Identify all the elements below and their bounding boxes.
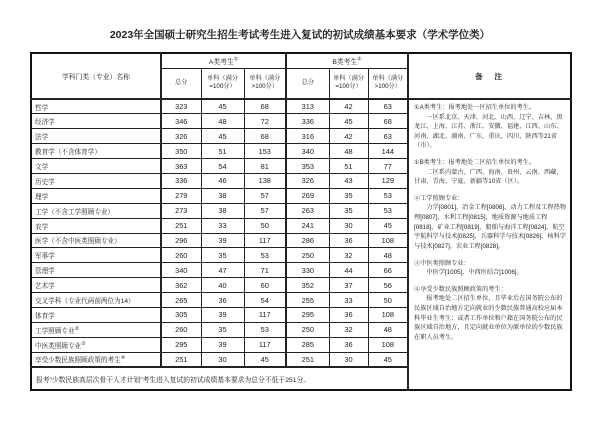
a-score-cell: 30 [201,352,244,367]
subject-cell [31,322,161,337]
a-score-cell: 38 [201,188,244,203]
b-score-cell: 313 [286,99,329,114]
b-score-cell: 44 [329,263,368,278]
subject-cell [31,233,161,248]
a-score-cell: 295 [161,337,201,352]
a-score-cell: 153 [244,144,286,159]
b-score-cell: 108 [368,233,408,248]
a-score-cell: 260 [161,248,201,263]
a-score-cell: 50 [244,218,286,233]
subject-label: 享受少数民族照顾政策的考生 [35,357,121,365]
b-score-cell: 36 [329,233,368,248]
subject-label: 工学照顾专业 [35,327,75,335]
subject-label: 历史学 [35,178,55,186]
a-score-cell: 40 [201,278,244,293]
a-score-cell: 54 [244,293,286,308]
a-score-cell: 117 [244,307,286,322]
remarks-cell [408,99,571,390]
subject-cell [31,203,161,218]
subject-cell [31,144,161,159]
subject-label: 医学（不含中医类照顾专业） [35,238,121,246]
a-score-cell: 60 [244,278,286,293]
note-ref-superscript: ① [233,56,239,63]
remarks-column-header: 备 注 [408,53,571,99]
a-score-cell: 326 [161,129,201,144]
subject-cell [31,129,161,144]
a-score-cell: 53 [244,248,286,263]
b-score-cell: 42 [329,99,368,114]
a-score-cell: 39 [201,337,244,352]
b-score-cell: 63 [368,129,408,144]
remark-line: ④享受少数民族照顾政策的考生： [414,285,507,293]
remark-line: 力学[0801]、冶金工程[0806]、动力工程及工程热物理[0807]、水利工程[0815]、地质资源与地质工程[0818]、矿业工程[0819]、船舶与海洋工程[0824]、航空宇航科学与技术[0825]、兵器科学与技术[0826]、核科学与技术[0827]、农业工程[0828]。 [414,204,567,250]
a-score-cell: 305 [161,307,201,322]
score-table [30,52,572,391]
group-a-label: A类考生 [208,58,234,66]
remark-line: 二区系内蒙古、广西、海南、贵州、云南、西藏、甘肃、青海、宁夏、新疆等10省（区）。 [414,168,563,186]
b-score-cell: 250 [286,322,329,337]
a-score-cell: 45 [201,99,244,114]
note-ref-superscript: ④ [120,355,126,362]
b-score-cell: 66 [368,263,408,278]
a-score-cell: 265 [161,293,201,308]
subject-label: 哲学 [35,104,49,112]
subject-cell [31,114,161,129]
a-score-cell: 54 [201,159,244,174]
table-body [31,99,571,390]
b-score-cell: 286 [286,233,329,248]
b-score-cell: 32 [329,248,368,263]
a-score-cell: 363 [161,159,201,174]
subject-cell [31,188,161,203]
remark-block [414,158,566,187]
subject-label: 法学 [35,134,49,142]
b-score-cell: 316 [286,129,329,144]
a-score-cell: 346 [161,114,201,129]
b-score-cell: 45 [368,218,408,233]
subject-cell [31,307,161,322]
a-score-cell: 35 [201,248,244,263]
subject-column-header: 学科门类（专业）名称 [31,53,161,99]
a-total-header: 总分 [161,68,201,99]
b-score-cell: 285 [286,337,329,352]
remark-block [414,103,566,151]
b-score-cell: 45 [329,114,368,129]
b-score-cell: 336 [286,114,329,129]
subject-label: 管理学 [35,268,55,276]
b-score-cell: 241 [286,218,329,233]
note-ref-superscript: ② [74,325,80,332]
subject-label: 文学 [35,164,49,171]
b-score-cell: 255 [286,293,329,308]
a-score-cell: 47 [201,263,244,278]
b-score-cell: 43 [329,173,368,188]
a-score-cell: 51 [201,144,244,159]
b-score-cell: 353 [286,159,329,174]
b-score-cell: 269 [286,188,329,203]
b-score-cell: 251 [286,352,329,367]
a-score-cell: 350 [161,144,201,159]
b-score-cell: 330 [286,263,329,278]
subject-cell [31,337,161,352]
a-score-cell: 323 [161,99,201,114]
group-b-header [286,53,408,68]
subject-cell [31,248,161,263]
b-score-cell: 42 [329,129,368,144]
b-score-cell: 51 [329,159,368,174]
b-score-cell: 263 [286,203,329,218]
a-score-cell: 57 [244,188,286,203]
subject-cell [31,218,161,233]
b-score-cell: 108 [368,307,408,322]
footnote: 报考“少数民族高层次骨干人才计划”考生进入复试的初试成绩基本要求为总分不低于251分。 [31,367,408,390]
remark-line: ①B类考生：报考地处二区招生单位的考生。 [414,159,536,167]
remark-block [414,194,566,252]
a-score-cell: 68 [244,129,286,144]
a-score-cell: 117 [244,233,286,248]
a-score-cell: 48 [201,114,244,129]
b-score-cell: 48 [368,248,408,263]
subject-label: 中医类照顾专业 [35,342,82,350]
a-score-cell: 72 [244,114,286,129]
b-score-cell: 340 [286,144,329,159]
a-score-cell: 38 [201,203,244,218]
a-score-cell: 57 [244,203,286,218]
b-score-cell: 352 [286,278,329,293]
remark-line: 一区系北京、天津、河北、山西、辽宁、吉林、黑龙江、上海、江苏、浙江、安徽、福建、江西、山东、河南、湖北、湖南、广东、重庆、四川、陕西等21省（市）。 [414,113,563,150]
a-score-cell: 33 [201,218,244,233]
b-score-cell: 144 [368,144,408,159]
b-score-cell: 48 [368,322,408,337]
a-score-cell: 81 [244,159,286,174]
remark-line: ③中医类照顾专业： [414,259,470,267]
a-score-cell: 251 [161,352,201,367]
subject-cell [31,293,161,308]
a-score-cell: 53 [244,322,286,337]
a-score-cell: 340 [161,263,201,278]
subject-cell [31,159,161,174]
b-score-cell: 53 [368,188,408,203]
page-title: 2023年全国硕士研究生招生考试考生进入复试的初试成绩基本要求（学术学位类） [109,29,491,41]
b-score-cell: 30 [329,352,368,367]
subject-label: 体育学 [35,312,55,320]
b-score-cell: 37 [329,278,368,293]
subject-cell [31,173,161,188]
b-score-cell: 250 [286,248,329,263]
subject-label: 经济学 [35,119,55,127]
b-single-over100-header: 单科（满分>100分） [368,68,408,99]
remark-block [414,259,566,278]
subject-label: 工学（不含工学照顾专业） [35,208,115,216]
b-single-100-header: 单科（满分=100分） [329,68,368,99]
b-score-cell: 45 [368,352,408,367]
subject-cell [31,263,161,278]
a-score-cell: 45 [201,129,244,144]
a-score-cell: 35 [201,322,244,337]
b-score-cell: 77 [368,159,408,174]
subject-label: 艺术学 [35,283,55,291]
a-score-cell: 36 [201,293,244,308]
subject-label: 军事学 [35,253,55,261]
remark-line: ①A类考生：报考地处一区招生单位的考生。 [414,104,536,111]
a-score-cell: 46 [201,173,244,188]
subject-label: 教育学（不含体育学） [35,149,101,157]
b-score-cell: 33 [329,293,368,308]
a-score-cell: 71 [244,263,286,278]
a-score-cell: 45 [244,352,286,367]
b-score-cell: 326 [286,173,329,188]
b-score-cell: 32 [329,322,368,337]
b-score-cell: 35 [329,203,368,218]
a-score-cell: 273 [161,203,201,218]
b-score-cell: 30 [329,218,368,233]
a-score-cell: 39 [201,307,244,322]
header-row-groups [31,53,571,68]
subject-label: 理学 [35,193,49,201]
a-score-cell: 296 [161,233,201,248]
group-b-label: B类考生 [332,58,358,66]
a-score-cell: 362 [161,278,201,293]
a-score-cell: 336 [161,173,201,188]
b-score-cell: 129 [368,173,408,188]
a-score-cell: 117 [244,337,286,352]
note-ref-superscript: ③ [81,340,86,347]
b-score-cell: 36 [329,307,368,322]
b-score-cell: 36 [329,337,368,352]
b-score-cell: 108 [368,337,408,352]
a-single-100-header: 单科（满分=100分） [201,68,244,99]
a-score-cell: 138 [244,173,286,188]
a-score-cell: 39 [201,233,244,248]
note-ref-superscript: ① [357,56,362,63]
b-score-cell: 68 [368,114,408,129]
remark-block [414,285,566,343]
subject-cell [31,352,161,367]
a-score-cell: 279 [161,188,201,203]
b-score-cell: 53 [368,203,408,218]
subject-cell [31,99,161,114]
remark-line: 报考地处二区招生单位，且毕业后在国务院公布的民族区域自治地方定向就业的少数民族普通高校应届本科毕业生考生；或者工作单位和户籍在国务院公布的民族区域自治地方，且定向就业单位为原单位的少数民族在职人员考生。 [414,295,563,341]
b-score-cell: 63 [368,99,408,114]
subject-label: 交叉学科（专业代码前两位为14） [35,298,135,306]
b-score-cell: 35 [329,188,368,203]
b-score-cell: 56 [368,278,408,293]
subject-cell [31,278,161,293]
b-total-header: 总分 [286,68,329,99]
table-header [31,53,571,99]
a-score-cell: 68 [244,99,286,114]
group-a-header [161,53,286,68]
remark-line: 中医学[1005]、中西医结合[1006]。 [426,269,523,277]
a-single-over100-header: 单科（满分>100分） [244,68,286,99]
b-score-cell: 295 [286,307,329,322]
table-row [31,99,571,114]
b-score-cell: 48 [329,144,368,159]
a-score-cell: 251 [161,218,201,233]
subject-label: 农学 [35,223,49,231]
remark-line: ②工学照顾专业： [414,194,464,202]
a-score-cell: 260 [161,322,201,337]
b-score-cell: 50 [368,293,408,308]
